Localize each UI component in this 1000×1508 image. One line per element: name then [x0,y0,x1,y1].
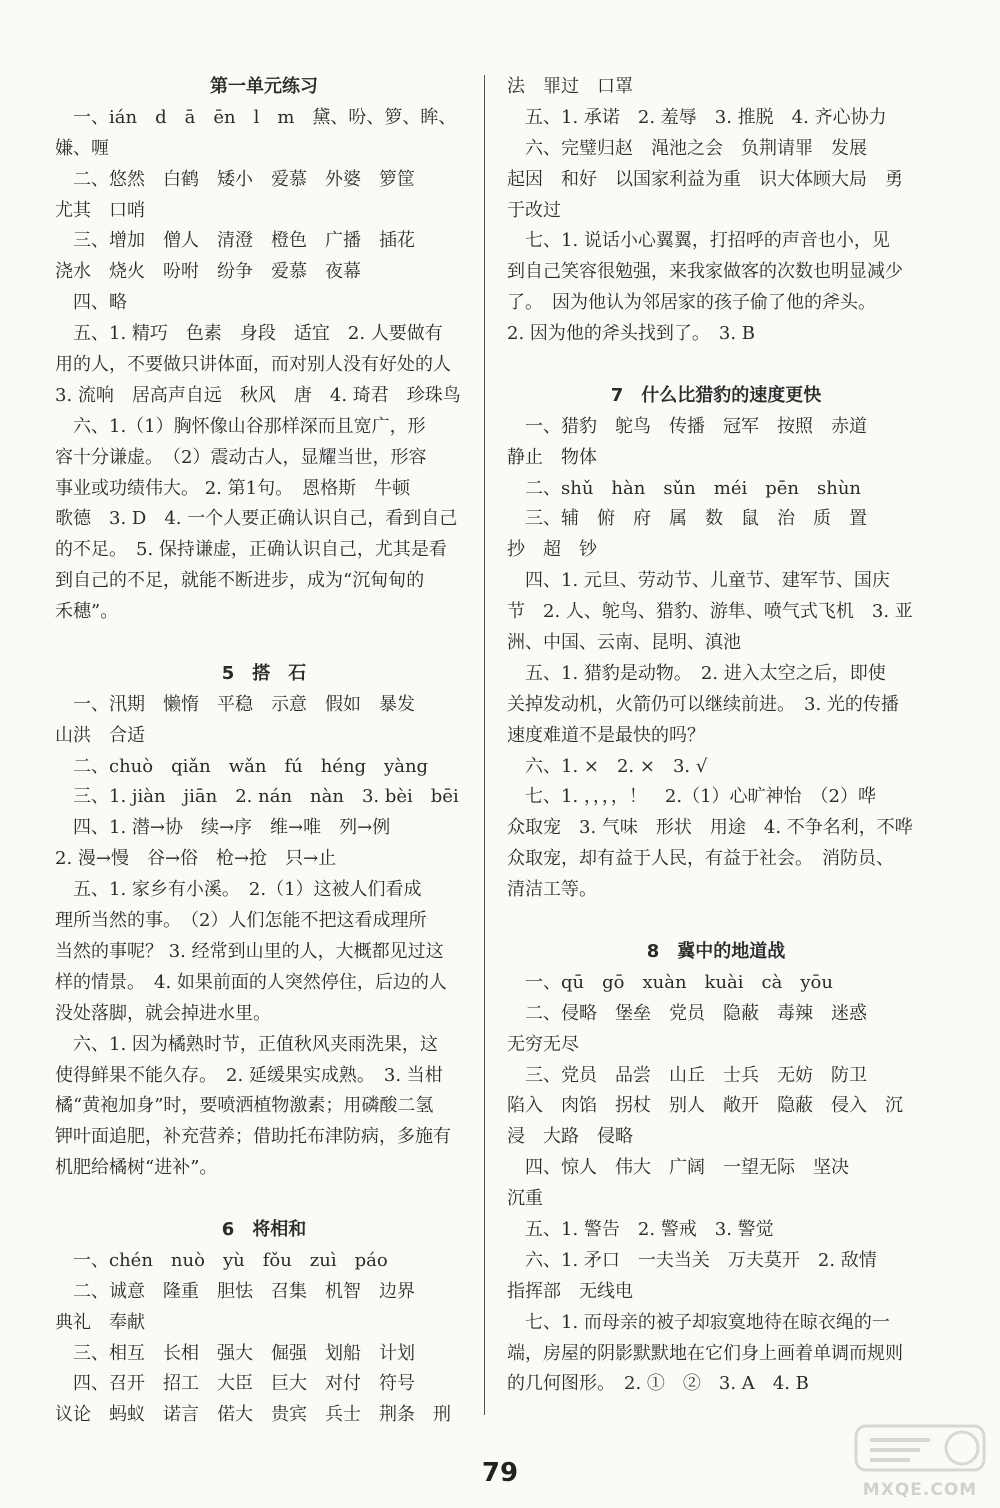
answer-line: 四、1. 元旦、劳动节、儿童节、建军节、国庆 [507,570,890,592]
answer-line: 一、ián d ā ēn l m 黛、吩、箩、眸、 [55,106,457,128]
answer-line: 无穷无尽 [507,1033,579,1055]
answer-line: 尤其 口哨 [55,199,145,221]
answer-line: 六、1. 矛口 一夫当关 万夫莫开 2. 敌情 [507,1249,877,1271]
answer-line: 五、1. 家乡有小溪。 2.（1）这被人们看成 [55,879,422,901]
answer-line: 三、1. jiàn jiān 2. nán nàn 3. bèi bēi [55,786,459,808]
answer-line: 一、qū gō xuàn kuài cà yōu [507,971,833,993]
answer-line: 理所当然的事。 （2）人们怎能不把这看成理所 [55,910,427,932]
answer-line: 2. 因为他的斧头找到了。 3. B [507,323,756,345]
answer-line: 洲、中国、云南、昆明、滇池 [507,632,741,654]
left-column [55,72,473,1431]
answer-line: 七、1. 而母亲的被子却寂寞地待在晾衣绳的一 [507,1311,890,1333]
answer-line: 节 2. 人、鸵鸟、猎豹、游隼、喷气式飞机 3. 亚 [507,601,913,623]
section-spacer [507,906,925,937]
answer-line: 七、1. 说话小心翼翼，打招呼的声音也小，见 [507,230,890,252]
answer-line: 起因 和好 以国家利益为重 识大体顾大局 勇 [507,168,903,190]
answer-line: 典礼 奉献 [55,1311,145,1333]
section-heading: 6 将相和 [221,1218,307,1240]
answer-line: 速度难道不是最快的吗？ [507,724,705,746]
column-divider [484,75,485,1415]
answer-line: 浇水 烧火 吩咐 纷争 爱慕 夜幕 [55,261,361,283]
answer-line: 二、侵略 堡垒 党员 隐蔽 毒辣 迷惑 [507,1002,867,1024]
answer-line: 二、shǔ hàn sǔn méi pēn shùn [507,477,862,499]
answer-line: 六、1. × 2. × 3. √ [507,755,708,777]
answer-line: 五、1. 警告 2. 警戒 3. 警觉 [507,1218,774,1240]
answer-line: 2. 漫→慢 谷→俗 枪→抢 只→止 [55,848,337,870]
answer-line: 的几何图形。 2. ① ② 3. A 4. B [507,1373,809,1395]
answer-line: 事业或功绩伟大。 2. 第1句。 恩格斯 牛顿 [55,477,411,499]
answer-line: 歌德 3. D 4. 一个人要正确认识自己，看到自己 [55,508,458,530]
answer-line: 到自己的不足，就能不断进步，成为“沉甸甸的 [55,570,425,592]
answer-line: 三、相互 长相 强大 倔强 划船 计划 [55,1342,415,1364]
answer-line: 样的情景。 4. 如果前面的人突然停住，后边的人 [55,971,447,993]
answer-line: 山洪 合适 [55,724,145,746]
section-heading: 7 什么比猎豹的速度更快 [610,384,822,406]
answer-line: 橘“黄袍加身”时，要喷洒植物激素；用磷酸二氢 [55,1095,434,1117]
answer-line: 二、诚意 隆重 胆怯 召集 机智 边界 [55,1280,415,1302]
answer-line: 指挥部 无线电 [507,1280,633,1302]
answer-line: 六、完璧归赵 渑池之会 负荆请罪 发展 [507,137,867,159]
answer-line: 到自己笑容很勉强，来我家做客的次数也明显减少 [507,261,903,283]
answer-line: 六、1. 因为橘熟时节，正值秋风夹雨洗果，这 [55,1033,438,1055]
answer-line: 五、1. 承诺 2. 羞辱 3. 推脱 4. 齐心协力 [507,106,887,128]
answer-line: 五、1. 猎豹是动物。 2. 进入太空之后，即使 [507,662,886,684]
answer-line: 三、党员 品尝 山丘 士兵 无妨 防卫 [507,1064,867,1086]
section-spacer [55,628,473,659]
page-number: 79 [481,1458,519,1488]
answer-line: 众取宠 3. 气味 形状 用途 4. 不争名利，不哗 [507,817,913,839]
answer-line: 三、增加 僧人 清澄 橙色 广播 插花 [55,230,415,252]
section-spacer [507,350,925,381]
answer-line: 四、1. 潜→协 续→序 维→唯 列→例 [55,817,391,839]
answer-line: 3. 流响 居高声自远 秋风 唐 4. 琦君 珍珠鸟 [55,384,461,406]
answer-line: 一、猎豹 鸵鸟 传播 冠军 按照 赤道 [507,415,867,437]
answer-line: 四、惊人 伟大 广阔 一望无际 坚决 [507,1157,849,1179]
answer-line: 端，房屋的阴影默默地在它们身上画着单调而规则 [507,1342,903,1364]
answer-line: 禾穗”。 [55,601,119,623]
answer-line: 用的人，不要做只讲体面，而对别人没有好处的人 [55,354,451,376]
answer-line: 六、1.（1）胸怀像山谷那样深而且宽广，形 [55,415,426,437]
answer-line: 没处落脚，就会掉进水里。 [55,1002,271,1024]
answer-line: 机肥给橘树“进补”。 [55,1157,218,1179]
right-column [507,72,925,1400]
answer-line: 二、chuò qiǎn wǎn fú héng yàng [55,755,429,777]
answer-line: 一、汛期 懒惰 平稳 示意 假如 暴发 [55,693,415,715]
answer-line: 抄 超 钞 [507,539,597,561]
answer-line: 静止 物体 [507,446,597,468]
answer-line: 众取宠，却有益于人民，有益于社会。 消防员、 [507,848,894,870]
answer-line: 四、召开 招工 大臣 巨大 对付 符号 [55,1373,415,1395]
answer-line: 五、1. 精巧 色素 身段 适宜 2. 人要做有 [55,323,443,345]
answer-line: 浸 大路 侵略 [507,1126,633,1148]
section-heading: 第一单元练习 [210,76,318,97]
answer-stamp-icon [850,1420,990,1480]
watermark [850,1420,990,1500]
answer-line: 嫌、喱 [55,137,109,159]
answer-line: 三、辅 俯 府 属 数 鼠 治 质 置 [507,508,867,530]
answer-line: 四、略 [55,292,127,314]
answer-line: 二、悠然 白鹤 矮小 爱慕 外婆 箩筐 [55,168,415,190]
answer-line: 法 罪过 口罩 [507,76,633,97]
answer-line: 当然的事呢？ 3. 经常到山里的人，大概都见过这 [55,940,444,962]
answer-line: 七、1. ，，，，！ 2.（1）心旷神怡 （2）哗 [507,786,876,808]
answer-line: 关掉发动机，火箭仍可以继续前进。 3. 光的传播 [507,693,899,715]
answer-line: 清洁工等。 [507,879,597,901]
answer-line: 议论 蚂蚁 诺言 偌大 贵宾 兵士 荆条 刑 [55,1404,451,1426]
section-heading: 5 搭 石 [221,662,307,684]
answer-line: 的不足。 5. 保持谦虚，正确认识自己，尤其是看 [55,539,447,561]
answer-line: 陷入 肉馅 拐杖 别人 敞开 隐蔽 侵入 沉 [507,1095,903,1117]
answer-line: 一、chén nuò yù fǒu zuì páo [55,1249,388,1271]
answer-line: 沉重 [507,1188,543,1210]
answer-line: 使得鲜果不能久存。 2. 延缓果实成熟。 3. 当柑 [55,1064,443,1086]
section-heading: 8 冀中的地道战 [646,940,786,962]
watermark-label: MXQE.COM [862,1480,978,1500]
answer-line: 于改过 [507,199,561,221]
answer-line: 容十分谦虚。 （2）震动古人，显耀当世，形容 [55,446,427,468]
answer-line: 了。 因为他认为邻居家的孩子偷了他的斧头。 [507,292,876,314]
section-spacer [55,1184,473,1215]
answer-line: 钾叶面追肥，补充营养；借助托布津防病，多施有 [55,1126,451,1148]
